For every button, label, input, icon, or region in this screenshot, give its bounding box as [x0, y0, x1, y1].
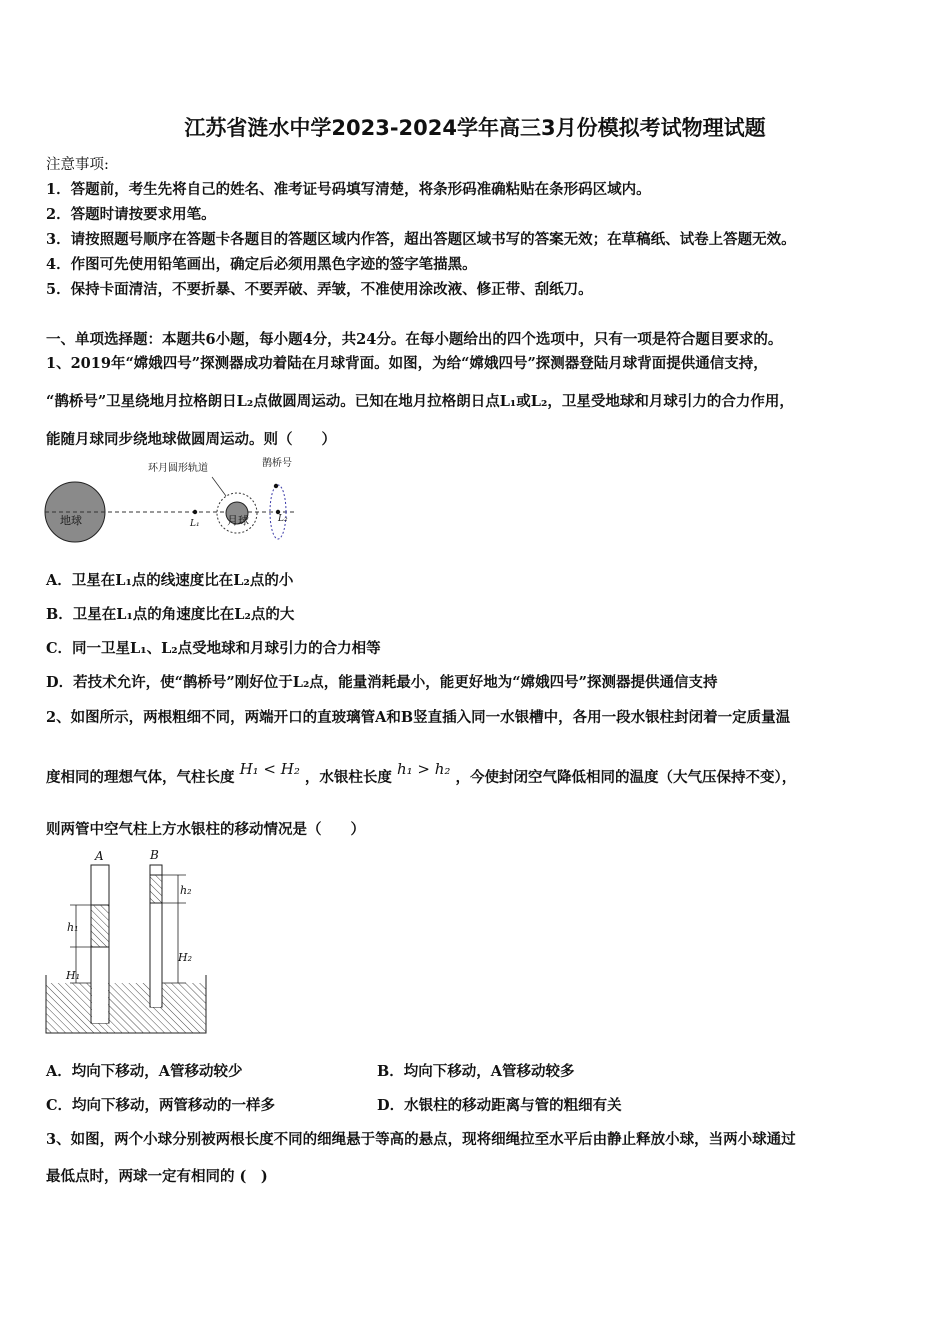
tube-b-inner [151, 983, 161, 1007]
mercury-in-trough [46, 983, 206, 1033]
h2-label: h₂ [180, 884, 192, 897]
l1-point [193, 510, 197, 514]
H1-label: H₁ [66, 969, 81, 982]
stem-text: ，水银柱长度 [304, 769, 392, 786]
question-1-stem: 能随月球同步绕地球做圆周运动。则（ ） [46, 431, 336, 448]
question-3-stem: 3、如图，两个小球分别被两根长度不同的细绳悬于等高的悬点，现将细绳拉至水平后由静止释放小球，当两小球通过 [46, 1131, 796, 1148]
option-d: D．水银柱的移动距离与管的粗细有关 [377, 1097, 622, 1114]
H2-label: H₂ [178, 951, 193, 964]
option-c: C．同一卫星L₁、L₂点受地球和月球引力的合力相等 [46, 640, 381, 657]
orbit-label-leader [212, 477, 226, 496]
question-2-stem [46, 760, 797, 787]
l2-label: L₂ [278, 514, 288, 524]
option-d: D．若技术允许，使“鹊桥号”刚好位于L₂点，能量消耗最小，能更好地为“嫦娥四号”探测器提供通信支持 [46, 674, 718, 691]
l1-label: L₁ [190, 519, 200, 529]
option-c: C．均向下移动，两管移动的一样多 [46, 1097, 276, 1114]
page-title: 江苏省涟水中学2023-2024学年高三3月份模拟考试物理试题 [184, 116, 766, 140]
question-2-stem: 2、如图所示，两根粗细不同，两端开口的直玻璃管A和B竖直插入同一水银槽中，各用一段水银柱封闭着一定质量温 [46, 709, 791, 726]
question-3-stem: 最低点时，两球一定有相同的 ( ) [46, 1168, 268, 1185]
section-heading: 一、单项选择题：本题共6小题，每小题4分，共24分。在每小题给出的四个选项中，只有一项是符合题目要求的。 [46, 331, 783, 348]
option-b: B．均向下移动，A管移动较多 [377, 1063, 575, 1080]
option-a: A．均向下移动，A管移动较少 [46, 1063, 243, 1080]
tube-a-inner [92, 983, 108, 1023]
relay-label: 鹊桥号 [262, 458, 292, 469]
notice-item: 2．答题时请按要求用笔。 [46, 206, 216, 223]
tube-a-mercury [91, 905, 109, 947]
moon-label: 月球 [227, 514, 249, 527]
tube-a-label: A [95, 849, 104, 863]
tube-b-label: B [150, 848, 159, 862]
question-2-stem: 则两管中空气柱上方水银柱的移动情况是（ ） [46, 821, 365, 838]
option-a: A．卫星在L₁点的线速度比在L₂点的小 [46, 572, 294, 589]
math-mercury-length: h₁ > h₂ [396, 760, 451, 778]
notice-item: 4．作图可先使用铅笔画出，确定后必须用黑色字迹的签字笔描黑。 [46, 256, 477, 273]
notice-item: 1．答题前，考生先将自己的姓名、准考证号码填写清楚，将条形码准确粘贴在条形码区域内。 [46, 181, 651, 198]
earth-label: 地球 [60, 514, 82, 527]
tubes-figure [40, 845, 215, 1040]
math-gas-length: H₁ < H₂ [239, 760, 300, 778]
notice-item: 5．保持卡面清洁，不要折暴、不要弄破、弄皱，不准使用涂改液、修正带、刮纸刀。 [46, 281, 593, 298]
earth-moon-figure [40, 452, 310, 547]
stem-text: 度相同的理想气体，气柱长度 [46, 769, 235, 786]
stem-text: ，今使封闭空气降低相同的温度（大气压保持不变）， [455, 769, 797, 786]
relay-satellite [274, 484, 278, 488]
tube-b-mercury [150, 875, 162, 903]
question-1-stem: 1、2019年“嫦娥四号”探测器成功着陆在月球背面。如图，为给“嫦娥四号”探测器登陆月球背面提供通信支持， [46, 355, 768, 372]
orbit-label: 环月圆形轨道 [148, 463, 208, 474]
notice-item: 3．请按照题号顺序在答题卡各题目的答题区域内作答，超出答题区域书写的答案无效；在草稿纸、试卷上答题无效。 [46, 231, 796, 248]
notice-heading: 注意事项: [46, 157, 109, 173]
h1-label: h₁ [67, 921, 79, 934]
option-b: B．卫星在L₁点的角速度比在L₂点的大 [46, 606, 295, 623]
question-1-stem: “鹊桥号”卫星绕地月拉格朗日L₂点做圆周运动。已知在地月拉格朗日点L₁或L₂，卫星受地球和月球引力的合力作用， [46, 393, 794, 410]
